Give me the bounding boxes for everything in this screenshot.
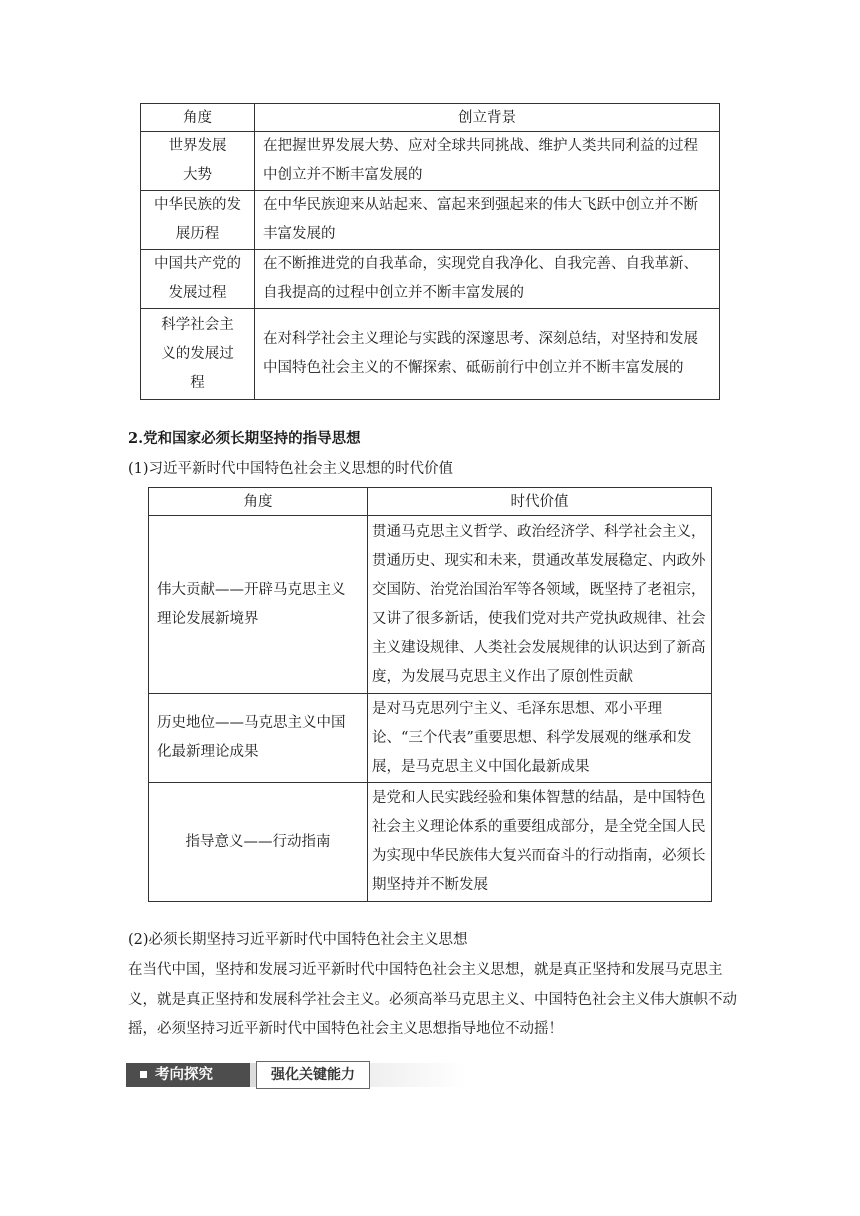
subsection-heading-2: (2)必须长期坚持习近平新时代中国特色社会主义思想	[128, 932, 468, 948]
square-icon	[140, 1071, 147, 1078]
background-table	[140, 103, 720, 400]
table-row	[141, 250, 720, 309]
banner-right-text: 强化关键能力	[256, 1061, 370, 1089]
subsection-heading-1: (1)习近平新时代中国特色社会主义思想的时代价值	[128, 461, 454, 477]
banner-label	[126, 1063, 250, 1087]
table-row	[149, 783, 712, 902]
table-row	[149, 694, 712, 783]
banner-left-text: 考向探究	[155, 1067, 213, 1083]
row-text: 是党和人民实践经验和集体智慧的结晶，是中国特色社会主义理论体系的重要组成部分，是全党全国人民为实现中华民族伟大复兴而奋斗的行动指南，必须长期坚持并不断发展	[368, 783, 712, 902]
row-text: 是对马克思列宁主义、毛泽东思想、邓小平理论、“三个代表”重要思想、科学发展观的继承和发展，是马克思主义中国化最新成果	[368, 694, 712, 783]
table-header-background: 创立背景	[255, 104, 720, 132]
row-text: 在不断推进党的自我革命，实现党自我净化、自我完善、自我革新、自我提高的过程中创立并不断丰富发展的	[255, 250, 720, 309]
row-angle: 指导意义——行动指南	[149, 783, 368, 902]
row-angle: 历史地位——马克思主义中国化最新理论成果	[149, 694, 368, 783]
table-row	[141, 191, 720, 250]
row-angle: 世界发展大势	[141, 132, 255, 191]
table-row	[141, 132, 720, 191]
section-banner	[126, 1061, 466, 1089]
row-angle: 中华民族的发展历程	[141, 191, 255, 250]
table-row	[149, 516, 712, 694]
row-text: 在中华民族迎来从站起来、富起来到强起来的伟大飞跃中创立并不断丰富发展的	[255, 191, 720, 250]
table-header-angle: 角度	[141, 104, 255, 132]
row-angle: 中国共产党的发展过程	[141, 250, 255, 309]
section-heading: 2.党和国家必须长期坚持的指导思想	[128, 430, 361, 447]
table-header-angle: 角度	[149, 488, 368, 516]
body-paragraph: 在当代中国，坚持和发展习近平新时代中国特色社会主义思想，就是真正坚持和发展马克思主义，就是真正坚持和发展科学社会主义。必须高举马克思主义、中国特色社会主义伟大旗帜不动摇，必须坚持习近平新时代中国特色社会主义思想指导地位不动摇！	[128, 962, 737, 1037]
table-header-value: 时代价值	[368, 488, 712, 516]
row-text: 在对科学社会主义理论与实践的深邃思考、深刻总结，对坚持和发展中国特色社会主义的不懈探索、砥砺前行中创立并不断丰富发展的	[255, 309, 720, 400]
value-table	[148, 487, 712, 902]
row-angle: 科学社会主义的发展过程	[141, 309, 255, 400]
row-angle: 伟大贡献——开辟马克思主义理论发展新境界	[149, 516, 368, 694]
table-row	[141, 309, 720, 400]
row-text: 贯通马克思主义哲学、政治经济学、科学社会主义，贯通历史、现实和未来，贯通改革发展稳定、内政外交国防、治党治国治军等各领域，既坚持了老祖宗，又讲了很多新话，使我们党对共产党执政规律、社会主义建设规律、人类社会发展规律的认识达到了新高度，为发展马克思主义作出了原创性贡献	[368, 516, 712, 694]
row-text: 在把握世界发展大势、应对全球共同挑战、维护人类共同利益的过程中创立并不断丰富发展的	[255, 132, 720, 191]
